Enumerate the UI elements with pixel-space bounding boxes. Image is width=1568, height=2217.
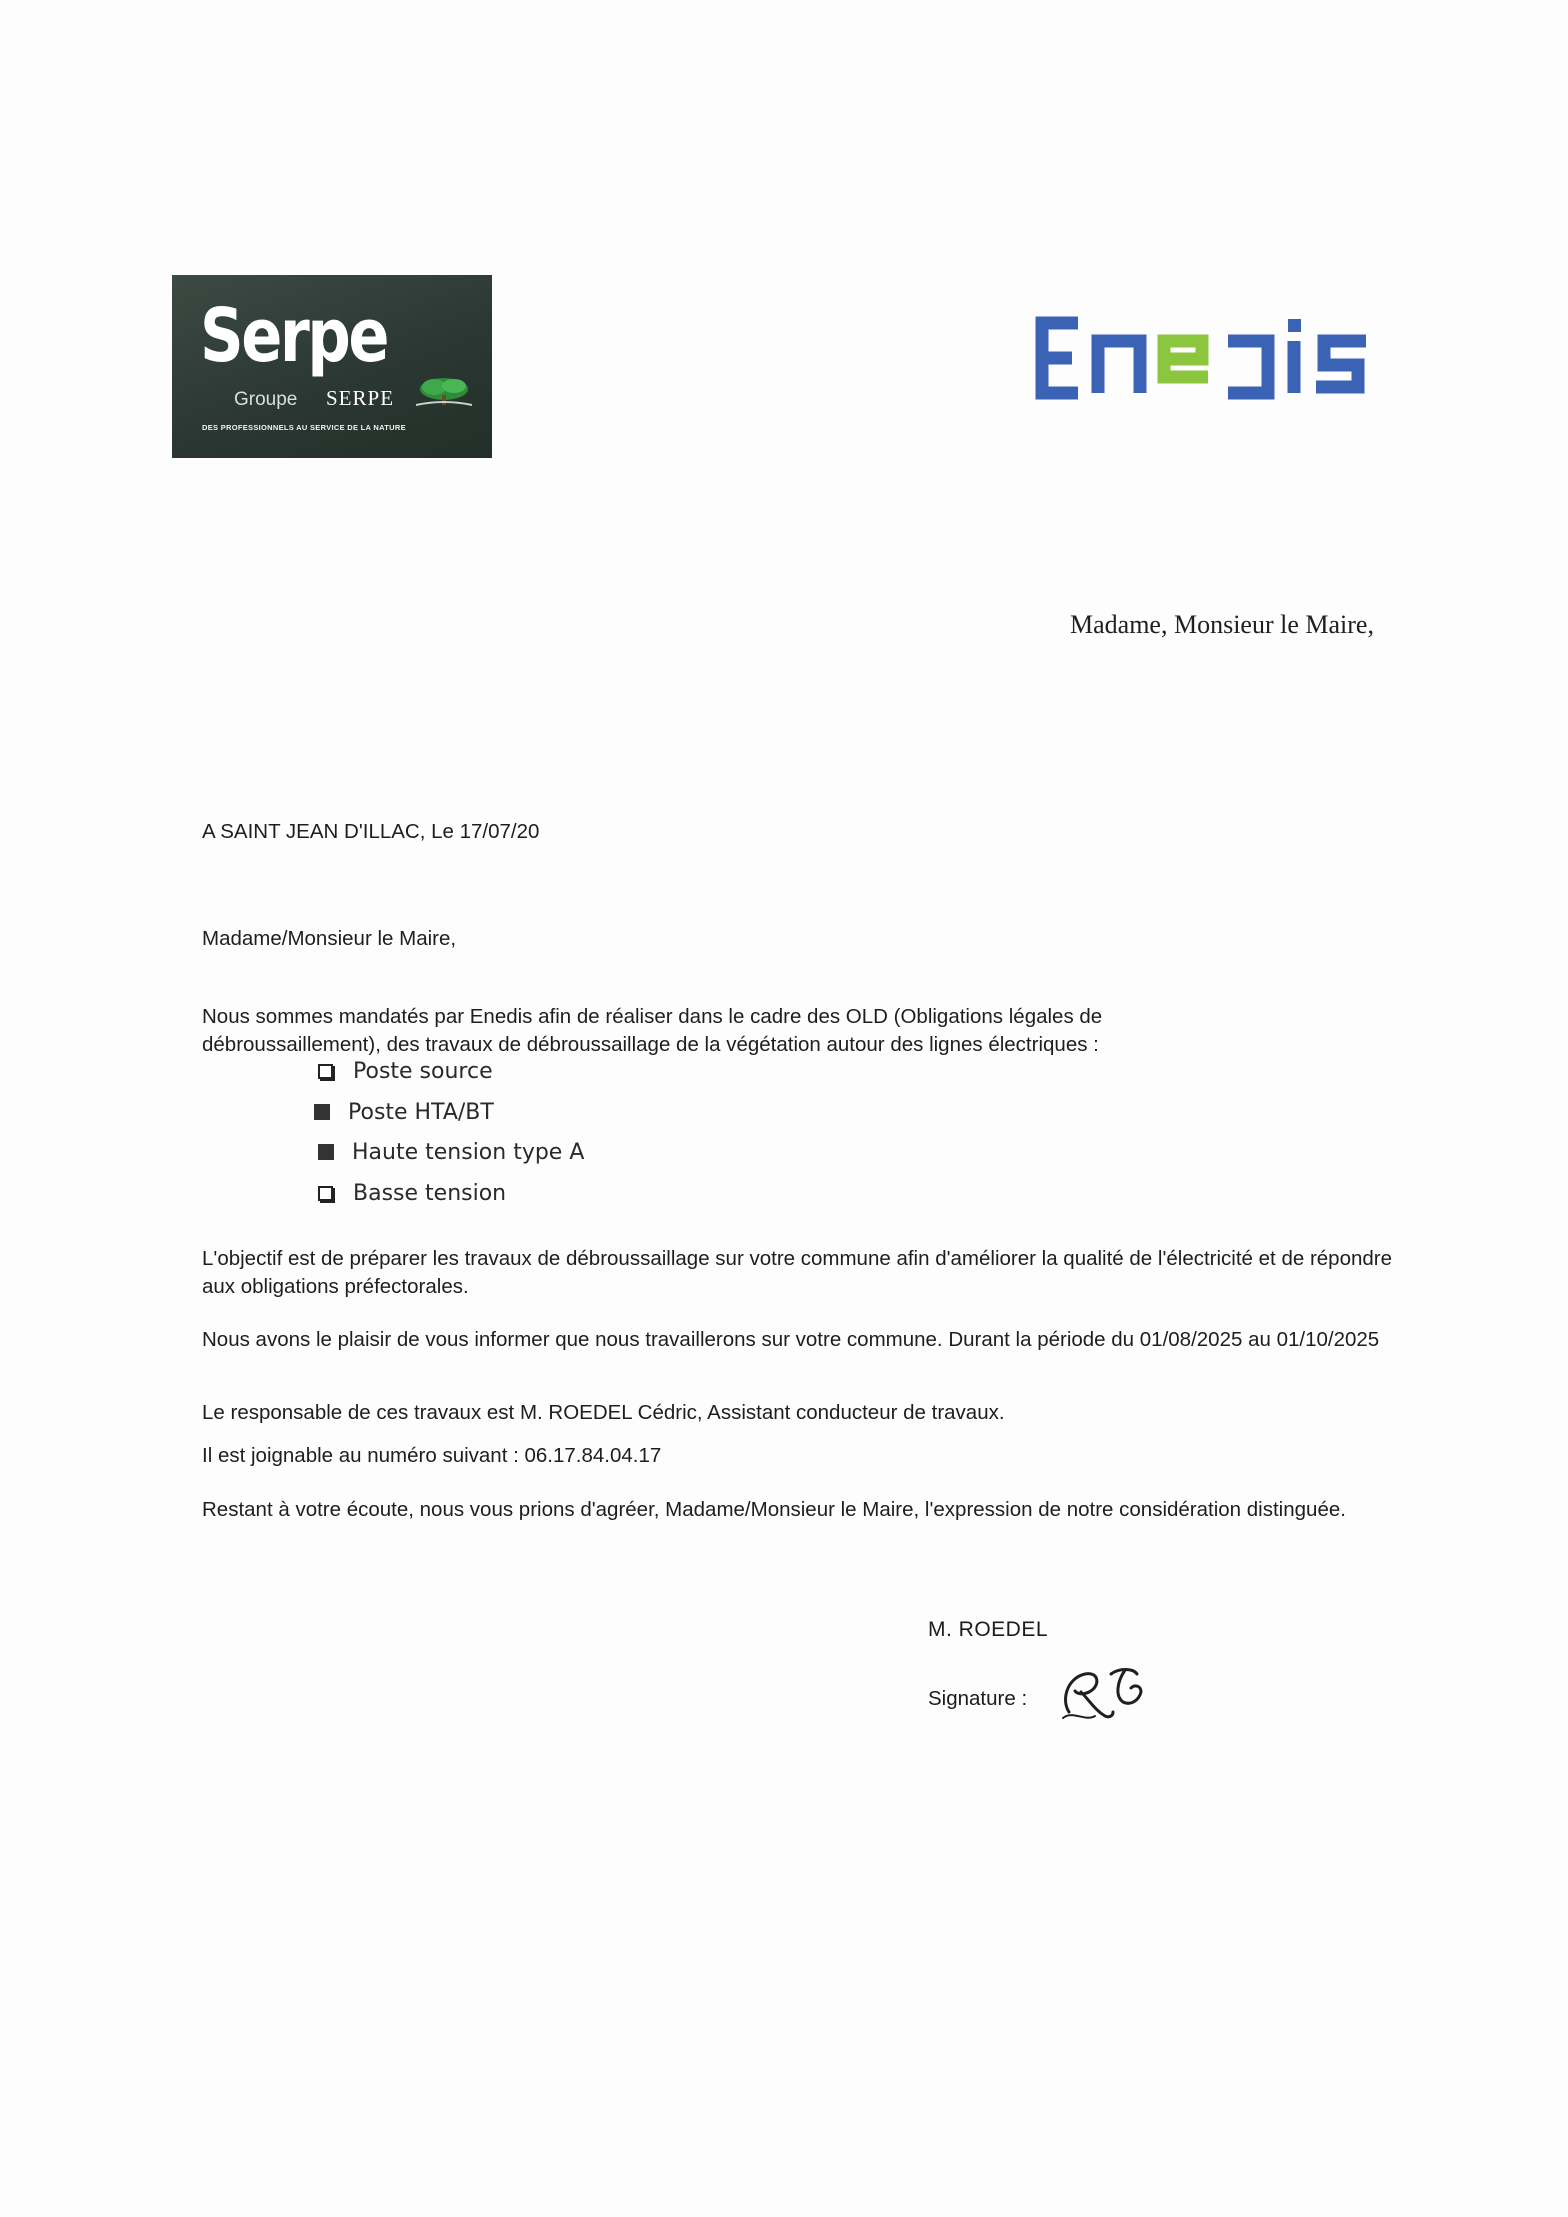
serpe-small-label: SERPE (326, 386, 395, 410)
checklist-item (318, 1056, 718, 1086)
checklist-item (318, 1178, 718, 1208)
closing-paragraph: Restant à votre écoute, nous vous prions d'agréer, Madame/Monsieur le Maire, l'expression de notre considération distinguée. (202, 1498, 1346, 1521)
checklist-label: Basse tension (353, 1180, 507, 1206)
checkbox-empty-icon (318, 1186, 333, 1201)
handwritten-signature (1055, 1660, 1150, 1730)
serpe-tagline: DES PROFESSIONNELS AU SERVICE DE LA NATURE (202, 423, 406, 432)
intro-paragraph: Nous sommes mandatés par Enedis afin de réaliser dans le cadre des OLD (Obligations légales de débroussaillement), des travaux de débroussaillage de la végétation autour des lignes électriques : (202, 1005, 1103, 1056)
checklist-label: Poste source (353, 1058, 493, 1084)
enedis-logo (1032, 315, 1420, 401)
checkbox-filled-icon (314, 1104, 330, 1120)
objective-paragraph: L'objectif est de préparer les travaux de débroussaillage sur votre commune afin d'améliorer la qualité de l'électricité et de répondre aux obligations préfectorales. (202, 1247, 1393, 1298)
checklist-label: Poste HTA/BT (348, 1099, 494, 1125)
place-date: A SAINT JEAN D'ILLAC, Le 17/07/20 (202, 820, 540, 843)
period-paragraph: Nous avons le plaisir de vous informer que nous travaillerons sur votre commune. Durant la période du 01/08/2025 au 01/10/2025 (202, 1328, 1380, 1351)
checklist-label: Haute tension type A (352, 1139, 585, 1165)
responsible-paragraph: Le responsable de ces travaux est M. ROEDEL Cédric, Assistant conducteur de travaux. (202, 1401, 1005, 1424)
signatory-name: M. ROEDEL (928, 1618, 1049, 1641)
serpe-logo (172, 275, 492, 458)
checklist-item (314, 1097, 714, 1127)
contact-line: Il est joignable au numéro suivant : 06.17.84.04.17 (202, 1444, 662, 1467)
checkbox-filled-icon (318, 1144, 334, 1160)
checklist-item (318, 1137, 718, 1167)
serpe-wordmark: Serpe (200, 293, 388, 379)
serpe-groupe-label: Groupe (234, 389, 298, 410)
salutation: Madame/Monsieur le Maire, (202, 927, 457, 950)
addressee: Madame, Monsieur le Maire, (1070, 610, 1374, 639)
signature-label: Signature : (928, 1687, 1028, 1710)
tree-icon (412, 373, 476, 413)
checkbox-empty-icon (318, 1064, 333, 1079)
